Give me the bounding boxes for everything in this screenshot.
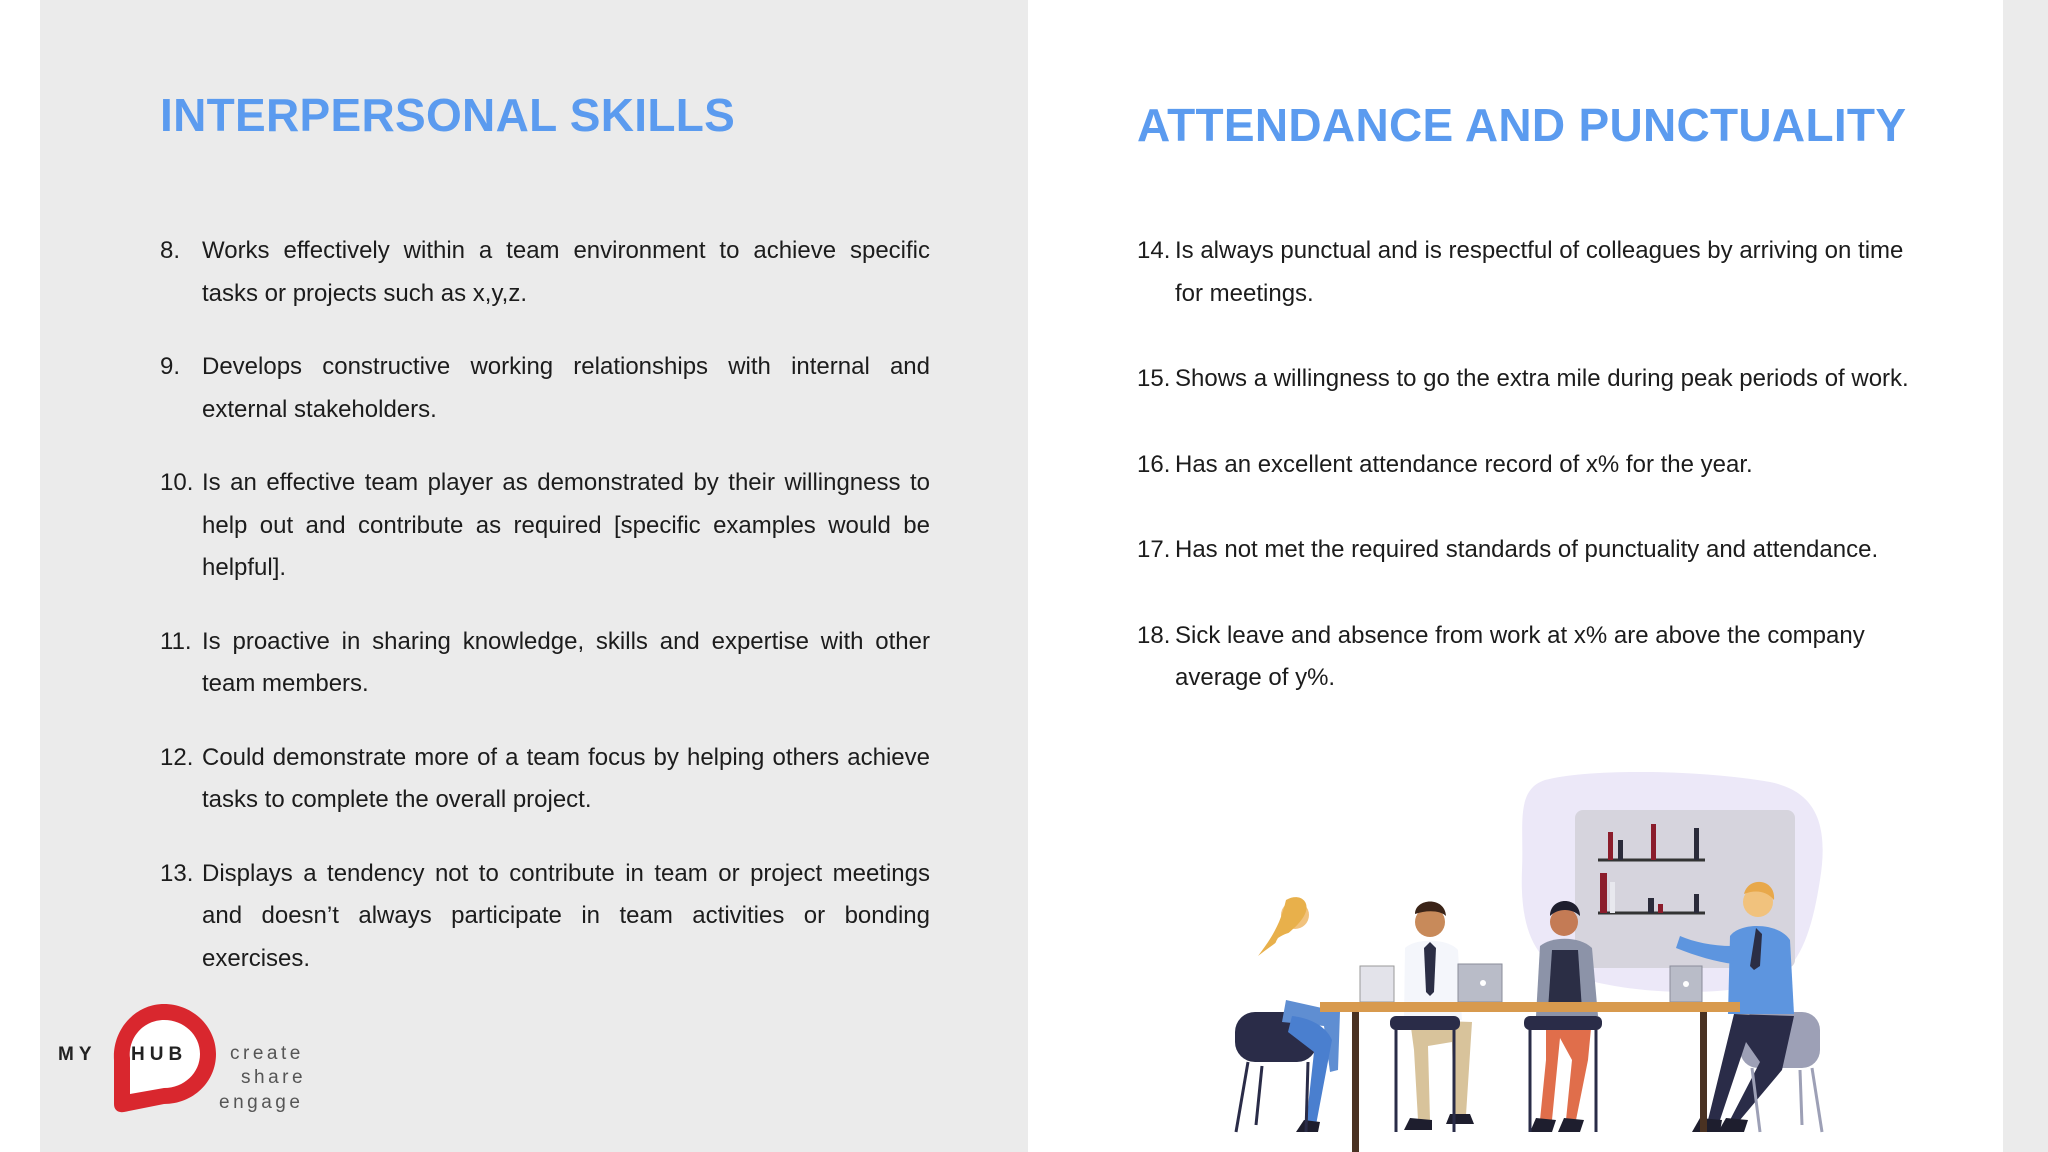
item-number: 17. [1137,536,1171,563]
logo-hub-text: HUB [131,1044,188,1065]
item-text: Is an effective team player as demonstrated by their willingness to help out and contribute as required [specific examples would be helpful]. [202,469,930,581]
item-text: Sick leave and absence from work at x% are above the company average of y%. [1175,621,1865,691]
item-number: 15. [1137,365,1171,392]
list-item [160,346,930,431]
item-text: Develops constructive working relationships with internal and external stakeholders. [202,353,930,423]
interpersonal-heading: INTERPERSONAL SKILLS [160,89,736,141]
list-item [1137,529,1937,572]
item-number: 11. [160,627,192,655]
attendance-list [1137,230,1937,743]
item-text: Shows a willingness to go the extra mile during peak periods of work. [1175,365,1909,392]
myhub-logo [56,996,316,1116]
list-item [160,621,930,706]
item-text: Has not met the required standards of punctuality and attendance. [1175,536,1879,563]
item-number: 8. [160,237,181,264]
item-text: Could demonstrate more of a team focus by helping others achieve tasks to complete the overall project. [202,743,930,813]
logo-tagline-share: share [241,1067,307,1088]
right-margin [2003,0,2048,1152]
list-item [160,853,930,981]
item-text: Works effectively within a team environment to achieve specific tasks or projects such as x,y,z. [202,237,930,307]
item-text: Displays a tendency not to contribute in team or project meetings and doesn’t always participate in team activities or bonding exercises. [202,859,930,972]
item-text: Is always punctual and is respectful of colleagues by arriving on time for meetings. [1175,237,1904,307]
logo-tagline-engage: engage [219,1092,304,1113]
list-item [1137,230,1937,315]
list-item [1137,444,1937,487]
item-number: 12. [160,743,194,771]
team-meeting-illustration [1200,770,1880,1152]
list-item [1137,358,1937,401]
item-text: Has an excellent attendance record of x% for the year. [1175,450,1753,478]
interpersonal-list [160,230,930,1011]
attendance-heading: ATTENDANCE AND PUNCTUALITY [1137,99,1907,151]
list-item [160,737,930,822]
item-number: 16. [1137,450,1171,478]
logo-tagline-create: create [230,1043,304,1064]
item-number: 18. [1137,621,1171,649]
list-item [1137,615,1937,700]
item-number: 10. [160,469,194,496]
item-number: 13. [160,859,194,887]
item-text: Is proactive in sharing knowledge, skills and expertise with other team members. [202,627,930,697]
item-number: 9. [160,353,181,380]
logo-my-text: MY [58,1044,97,1065]
item-number: 14. [1137,237,1171,264]
list-item [160,230,930,315]
list-item [160,462,930,590]
